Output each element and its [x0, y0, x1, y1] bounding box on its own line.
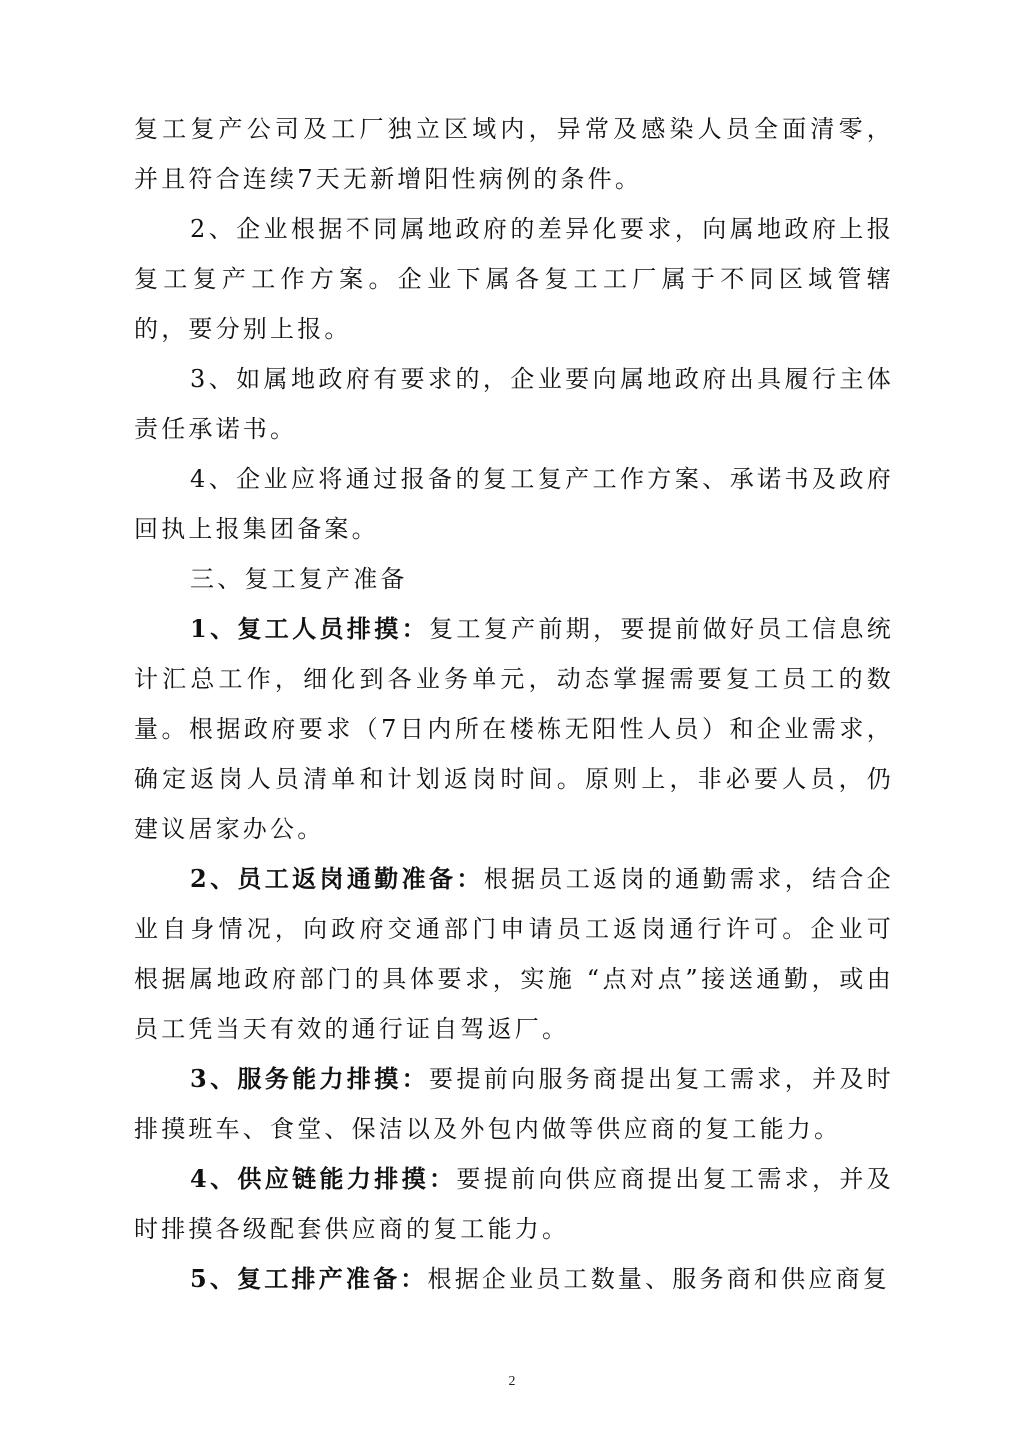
paragraph-item-3: [134, 354, 894, 454]
paragraph-text: 3、如属地政府有要求的，企业要向属地政府出具履行主体责任承诺书。: [134, 365, 894, 443]
paragraph-continuation: [134, 104, 894, 204]
page-number: 2: [508, 1374, 516, 1389]
section-heading: [134, 554, 894, 604]
paragraph-text: 复工复产公司及工厂独立区域内，异常及感染人员全面清零，并且符合连续7天无新增阳性病例的条件。: [134, 115, 894, 193]
prep-item-5: [134, 1254, 894, 1304]
prep-item-2: [134, 854, 894, 1054]
paragraph-text: 2、企业根据不同属地政府的差异化要求，向属地政府上报复工复产工作方案。企业下属各复工工厂属于不同区域管辖的，要分别上报。: [134, 215, 894, 343]
paragraph-text: 根据员工返岗的通勤需求，结合企业自身情况，向政府交通部门申请员工返岗通行许可。企业可根据属地政府部门的具体要求，实施 “点对点”接送通勤，或由员工凭当天有效的通行证自驾返厂。: [134, 865, 894, 1043]
prep-item-lead: 5、复工排产准备：: [190, 1264, 428, 1293]
prep-item-lead: 3、服务能力排摸：: [190, 1064, 429, 1093]
paragraph-text: 根据企业员工数量、服务商和供应商复: [427, 1265, 890, 1293]
section-heading-text: 三、复工复产准备: [190, 565, 408, 593]
paragraph-text: 要提前向供应商提出复工需求，并及时排摸各级配套供应商的复工能力。: [134, 1165, 894, 1243]
paragraph-item-4: [134, 454, 894, 554]
document-body: [134, 104, 894, 1304]
prep-item-1: [134, 604, 894, 854]
paragraph-text: 4、企业应将通过报备的复工复产工作方案、承诺书及政府回执上报集团备案。: [134, 465, 894, 543]
prep-item-4: [134, 1154, 894, 1254]
prep-item-lead: 1、复工人员排摸：: [190, 614, 429, 643]
paragraph-item-2: [134, 204, 894, 354]
prep-item-lead: 2、员工返岗通勤准备：: [190, 864, 484, 893]
prep-item-3: [134, 1054, 894, 1154]
paragraph-text: 复工复产前期，要提前做好员工信息统计汇总工作，细化到各业务单元，动态掌握需要复工员工的数量。根据政府要求（7日内所在楼栋无阳性人员）和企业需求，确定返岗人员清单和计划返岗时间。原则上，非必要人员，仍建议居家办公。: [134, 615, 895, 843]
prep-item-lead: 4、供应链能力排摸：: [190, 1164, 457, 1193]
paragraph-text: 要提前向服务商提出复工需求，并及时排摸班车、食堂、保洁以及外包内做等供应商的复工能力。: [134, 1065, 895, 1143]
